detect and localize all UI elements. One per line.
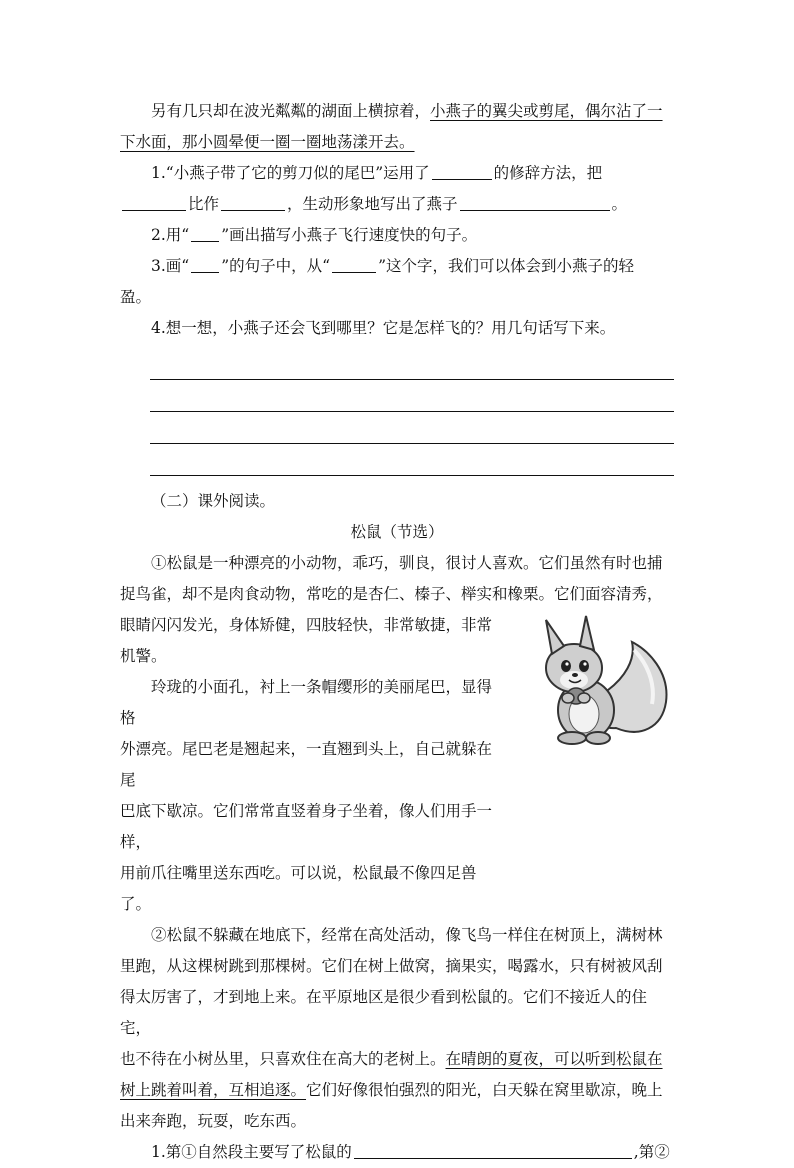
q2-text-a: 2.用“ — [151, 226, 190, 244]
rq1-blank[interactable] — [354, 1140, 632, 1159]
para1-line2: 捉鸟雀，却不是肉食动物，常吃的是杏仁、榛子、榉实和橡栗。它们面容清秀， — [120, 585, 663, 603]
q1-text-d: ，生动形象地写出了燕子 — [287, 195, 458, 213]
para3-underlined-1: 在晴朗的夏夜，可以听到松鼠在 — [445, 1050, 663, 1068]
para3-line5 — [120, 1075, 674, 1106]
rq1-text-a: 1.第①自然段主要写了松鼠的 — [151, 1143, 352, 1161]
q3-text-b: ”的句子中，从“ — [221, 257, 331, 275]
answer-line[interactable] — [150, 348, 674, 380]
q1-blank-4[interactable] — [460, 192, 610, 211]
question-1-cont — [120, 189, 674, 220]
section-heading: （二）课外阅读。 — [151, 492, 276, 510]
para1-line3: 眼睛闪闪发光，身体矫健，四肢轻快，非常敏捷，非常 — [120, 616, 493, 634]
para3-line6: 出来奔跑，玩耍，吃东西。 — [120, 1112, 307, 1130]
reading-question-1 — [120, 1137, 674, 1168]
para1-wrap — [120, 610, 505, 920]
squirrel-illustration-icon — [524, 610, 674, 752]
q3-blank[interactable] — [332, 254, 376, 273]
answer-line[interactable] — [150, 412, 674, 444]
para2-line2: 外漂亮。尾巴老是翘起来，一直翘到头上，自己就躲在尾 — [120, 740, 493, 789]
para3-line5-text: 它们好像很怕强烈的阳光，白天躲在窝里歇凉，晚上 — [306, 1081, 663, 1099]
question-1 — [120, 158, 674, 189]
q3-text-a: 3.画“ — [151, 257, 190, 275]
q1-text-b: 的修辞方法，把 — [493, 164, 603, 182]
para3-line4 — [120, 1044, 674, 1075]
passage1-underlined-text-1: 小燕子的翼尖或剪尾，偶尔沾了一 — [430, 102, 663, 120]
q1-text-e: 。 — [611, 195, 628, 213]
passage1-underlined-text-2: 下水面，那小圆晕便一圈一圈地荡漾开去。 — [120, 133, 415, 151]
q1-blank-1[interactable] — [432, 161, 492, 180]
rq1-text-b: ,第② — [633, 1143, 670, 1161]
squirrel-section — [120, 610, 674, 920]
question-2 — [120, 220, 674, 251]
passage-title: 松鼠（节选） — [350, 523, 444, 541]
passage1-line1 — [120, 96, 674, 127]
q1-blank-2[interactable] — [122, 192, 186, 211]
para1-line4: 机警。 — [120, 647, 167, 665]
q1-text-a: 1.“小燕子带了它的剪刀似的尾巴”运用了 — [151, 164, 430, 182]
para3-underlined-2: 树上跳着叫着，互相追逐。 — [120, 1081, 307, 1099]
question-4: 4.想一想，小燕子还会飞到哪里？它是怎样飞的？用几句话写下来。 — [151, 319, 616, 337]
answer-line[interactable] — [150, 444, 674, 476]
answer-line[interactable] — [150, 380, 674, 412]
q3-text-d: 盈。 — [120, 288, 152, 306]
passage1-line2 — [120, 127, 674, 158]
answer-lines[interactable] — [150, 348, 674, 476]
para1-line1: ①松鼠是一种漂亮的小动物，乖巧，驯良，很讨人喜欢。它们虽然有时也捕 — [151, 554, 663, 572]
para2-line1: 玲珑的小面孔，衬上一条帽缨形的美丽尾巴，显得格 — [120, 678, 493, 727]
q1-blank-3[interactable] — [221, 192, 285, 211]
para3-line1: ②松鼠不躲藏在地底下，经常在高处活动，像飞鸟一样住在树顶上，满树林 — [151, 926, 663, 944]
question-3 — [120, 251, 674, 282]
para2-line4: 用前爪往嘴里送东西吃。可以说，松鼠最不像四足兽了。 — [120, 864, 477, 913]
q2-text-b: ”画出描写小燕子飞行速度快的句子。 — [221, 226, 478, 244]
q3-mark-sample — [191, 254, 219, 273]
worksheet-page — [120, 96, 674, 1168]
passage1-plain-text: 另有几只却在波光粼粼的湖面上横掠着， — [151, 102, 431, 120]
q3-text-c: ”这个字，我们可以体会到小燕子的轻 — [378, 257, 635, 275]
question-3-cont — [120, 282, 674, 313]
para3-line4-text: 也不待在小树丛里，只喜欢住在高大的老树上。 — [120, 1050, 446, 1068]
para2-line3: 巴底下歇凉。它们常常直竖着身子坐着，像人们用手一样， — [120, 802, 493, 851]
para3-line2: 里跑，从这棵树跳到那棵树。它们在树上做窝，摘果实，喝露水，只有树被风刮 — [120, 957, 663, 975]
para3-line3: 得太厉害了，才到地上来。在平原地区是很少看到松鼠的。它们不接近人的住宅， — [120, 988, 648, 1037]
q2-mark-sample — [191, 223, 219, 242]
q1-text-c: 比作 — [188, 195, 220, 213]
